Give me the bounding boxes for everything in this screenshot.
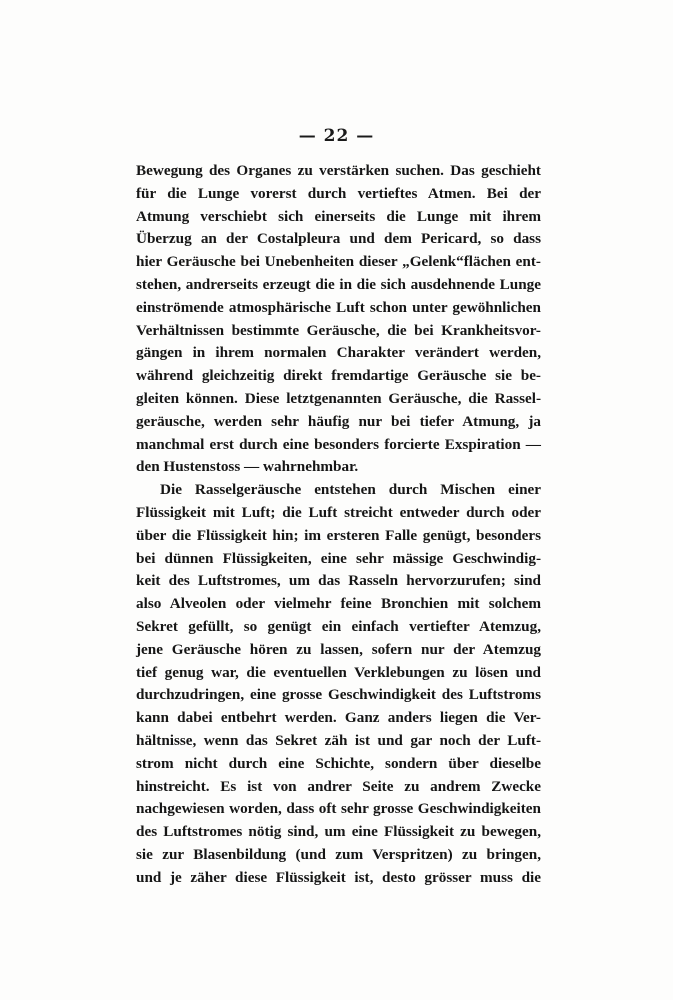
text-line: den Hustenstoss — wahrnehmbar. xyxy=(136,458,359,476)
body-text xyxy=(136,160,541,890)
text-line: Bewegung des Organes zu verstärken suchen. Das geschieht xyxy=(136,162,541,179)
text-line: über die Flüssigkeit hin; im ersteren Falle genügt, besonders xyxy=(136,526,541,544)
text-line: für die Lunge vorerst durch vertieftes Atmen. Bei der xyxy=(136,184,541,202)
text-line: Sekret gefüllt, so genügt ein einfach vertiefter Atemzug, xyxy=(136,617,541,635)
text-line: geräusche, werden sehr häufig nur bei tiefer Atmung, ja xyxy=(136,412,541,430)
text-line: tief genug war, die eventuellen Verklebungen zu lösen und xyxy=(136,663,541,681)
text-line: gleiten können. Diese letztgenannten Geräusche, die Rassel- xyxy=(136,389,541,407)
text-line: Überzug an der Costalpleura und dem Pericard, so dass xyxy=(136,230,541,248)
text-line: während gleichzeitig direkt fremdartige Geräusche sie be- xyxy=(136,367,541,385)
text-line: bei dünnen Flüssigkeiten, eine sehr mässige Geschwindig- xyxy=(136,549,541,567)
text-line: sie zur Blasenbildung (und zum Verspritzen) zu bringen, xyxy=(136,845,541,863)
paragraph-2 xyxy=(136,479,541,889)
text-line: manchmal erst durch eine besonders forcierte Exspiration — xyxy=(136,435,541,453)
text-line: Atmung verschiebt sich einerseits die Lunge mit ihrem xyxy=(136,207,541,225)
text-line: Verhältnissen bestimmte Geräusche, die bei Krankheitsvor- xyxy=(136,321,541,339)
text-line: gängen in ihrem normalen Charakter verändert werden, xyxy=(136,344,541,362)
text-line: einströmende atmosphärische Luft schon unter gewöhnlichen xyxy=(136,298,541,316)
text-line: hier Geräusche bei Unebenheiten dieser „Gelenk“flächen ent- xyxy=(136,253,541,271)
paragraph-1 xyxy=(136,160,541,479)
text-line: Die Rasselgeräusche entstehen durch Mischen einer xyxy=(160,481,541,499)
text-line: stehen, andrerseits erzeugt die in die sich ausdehnende Lunge xyxy=(136,275,541,293)
text-line: jene Geräusche hören zu lassen, sofern nur der Atemzug xyxy=(136,640,541,658)
page-number: — 22 — xyxy=(298,126,375,146)
text-line: hinstreicht. Es ist von andrer Seite zu andrem Zwecke xyxy=(136,777,541,795)
text-line: des Luftstromes nötig sind, um eine Flüssigkeit zu bewegen, xyxy=(136,823,541,841)
text-line: strom nicht durch eine Schichte, sondern über dieselbe xyxy=(136,754,541,772)
text-line: durchzudringen, eine grosse Geschwindigkeit des Luftstroms xyxy=(136,686,541,704)
text-line: kann dabei entbehrt werden. Ganz anders liegen die Ver- xyxy=(136,709,541,727)
text-line: Flüssigkeit mit Luft; die Luft streicht entweder durch oder xyxy=(136,503,541,521)
text-line: hältnisse, wenn das Sekret zäh ist und gar noch der Luft- xyxy=(136,731,541,749)
text-line: nachgewiesen worden, dass oft sehr grosse Geschwindigkeiten xyxy=(136,800,541,818)
text-line: keit des Luftstromes, um das Rasseln hervorzurufen; sind xyxy=(136,572,541,590)
text-line: also Alveolen oder vielmehr feine Bronchien mit solchem xyxy=(136,595,541,613)
text-line: und je zäher diese Flüssigkeit ist, desto grösser muss die xyxy=(136,868,541,886)
